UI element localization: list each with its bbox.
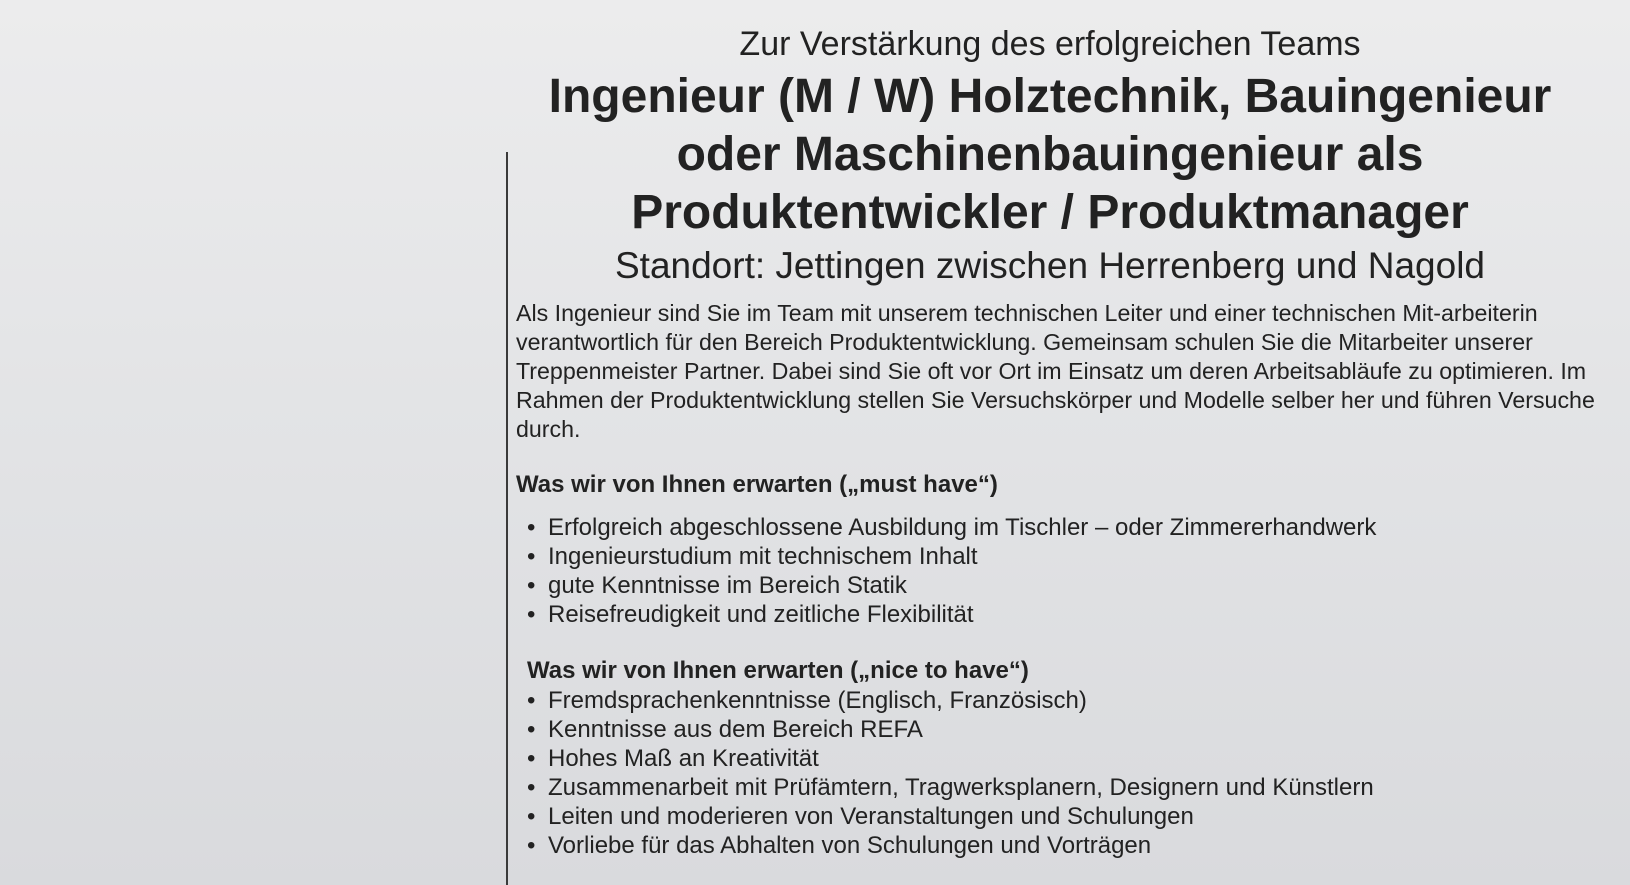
bullet-icon: • — [527, 832, 536, 859]
list-item-text: Hohes Maß an Kreativität — [548, 745, 819, 772]
nice-to-have-list — [527, 686, 1374, 860]
intro-line: Zur Verstärkung des erfolgreichen Teams — [739, 25, 1361, 63]
list-item — [527, 744, 1374, 773]
list-item — [527, 773, 1374, 802]
list-item-text: Vorliebe für das Abhalten von Schulungen und Vorträgen — [548, 832, 1152, 859]
list-item — [527, 831, 1374, 860]
list-item-text: Ingenieurstudium mit technischem Inhalt — [548, 543, 978, 570]
job-title — [520, 68, 1580, 242]
bullet-icon: • — [527, 514, 536, 541]
nice-to-have-heading: Was wir von Ihnen erwarten („nice to have“) — [527, 657, 1029, 684]
bullet-icon: • — [527, 774, 536, 801]
job-title-line: oder Maschinenbauingenieur als — [676, 128, 1424, 181]
bullet-icon: • — [527, 572, 536, 599]
bullet-icon: • — [527, 687, 536, 714]
list-item-text: Leiten und moderieren von Veranstaltungen und Schulungen — [548, 803, 1194, 830]
bullet-icon: • — [527, 601, 536, 628]
job-title-line: Produktentwickler / Produktmanager — [631, 186, 1469, 239]
bullet-icon: • — [527, 543, 536, 570]
list-item — [527, 715, 1374, 744]
job-description: Als Ingenieur sind Sie im Team mit unserem technischen Leiter und einer technischen Mit-arbeiterin verantwortlich für den Bereich Produktentwicklung. Gemeinsam schulen Sie die Mitarbeiter unserer Treppenmeister Partner. Dabei sind Sie oft vor Ort im Einsatz um deren Arbeitsabläufe zu optimieren. Im Rahmen der Produktentwicklung stellen Sie Versuchskörper und Modelle selber her und führen Versuche durch. — [516, 300, 1595, 442]
list-item — [527, 513, 1376, 542]
list-item-text: Reisefreudigkeit und zeitliche Flexibilität — [548, 601, 974, 628]
list-item-text: Fremdsprachenkenntnisse (Englisch, Französisch) — [548, 687, 1087, 714]
list-item-text: Zusammenarbeit mit Prüfämtern, Tragwerksplanern, Designern und Künstlern — [548, 774, 1374, 801]
list-item — [527, 600, 1376, 629]
list-item-text: gute Kenntnisse im Bereich Statik — [548, 572, 907, 599]
list-item-text: Kenntnisse aus dem Bereich REFA — [548, 716, 923, 743]
must-have-heading: Was wir von Ihnen erwarten („must have“) — [516, 471, 998, 498]
list-item — [527, 542, 1376, 571]
list-item — [527, 802, 1374, 831]
list-item — [527, 686, 1374, 715]
list-item-text: Erfolgreich abgeschlossene Ausbildung im Tischler – oder Zimmererhandwerk — [548, 514, 1377, 541]
bullet-icon: • — [527, 803, 536, 830]
vertical-divider — [506, 152, 508, 885]
must-have-list — [527, 513, 1376, 629]
location-line: Standort: Jettingen zwischen Herrenberg und Nagold — [614, 245, 1486, 286]
bullet-icon: • — [527, 716, 536, 743]
list-item — [527, 571, 1376, 600]
job-title-line: Ingenieur (M / W) Holztechnik, Bauingenieur — [548, 70, 1552, 123]
bullet-icon: • — [527, 745, 536, 772]
